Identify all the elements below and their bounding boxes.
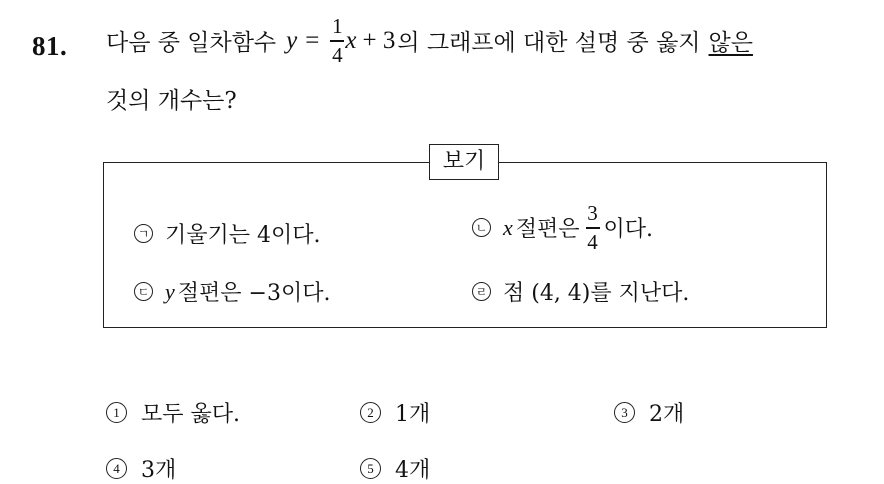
choice-number: 5 [360,458,381,479]
stem-text-before: 다음 중 일차함수 [106,30,277,57]
fraction-denominator: 4 [332,42,343,67]
statement-marker: ㄹ [472,282,491,301]
statement-marker: ㄱ [134,224,153,243]
choice-text: 1개 [395,402,431,427]
choice-2[interactable] [360,397,430,428]
choice-5[interactable] [360,453,430,484]
statement-marker: ㄷ [134,282,153,301]
fraction-numerator: 3 [587,201,598,225]
intercept-fraction [586,203,600,253]
statement-text: 기울기는 4이다. [165,223,321,248]
variable-y: y [286,26,298,54]
variable-y: y [165,278,175,304]
choice-text: 2개 [649,402,685,427]
statement-3 [134,276,330,307]
statement-text-before: 절편은 [515,217,580,243]
equals-sign: = [305,26,320,54]
choice-number: 3 [614,402,635,423]
variable-x: x [503,214,513,240]
underlined-word: 않은 [708,30,753,57]
variable-x: x [345,26,357,54]
choice-number: 1 [106,402,127,423]
bogi-title: 보기 [429,144,499,180]
question-number: 81. [32,31,68,61]
fraction-bar [330,40,344,42]
statement-text: 절편은 −3이다. [177,281,331,306]
fraction-numerator: 1 [332,14,343,38]
fraction-denominator: 4 [587,229,598,254]
statement-4 [472,276,689,307]
statement-text: 점 (4, 4)를 지난다. [503,281,690,306]
choice-number: 2 [360,402,381,423]
fraction-bar [586,227,600,229]
choice-4[interactable] [106,453,176,484]
plus-three: + 3 [362,26,396,54]
choice-number: 4 [106,458,127,479]
choice-1[interactable] [106,397,240,428]
statement-text-after: 이다. [603,217,654,243]
statement-marker: ㄴ [472,218,491,237]
question-stem [106,16,753,66]
statement-1 [134,218,321,249]
question-stem-line2: 것의 개수는? [106,88,237,114]
choice-3[interactable] [614,397,684,428]
choice-text: 모두 옳다. [141,402,240,427]
choice-text: 3개 [141,458,177,483]
choice-text: 4개 [395,458,431,483]
statement-2 [472,203,653,253]
slope-fraction [330,16,344,66]
stem-text-after: 의 그래프에 대한 설명 중 옳지 [397,30,701,57]
